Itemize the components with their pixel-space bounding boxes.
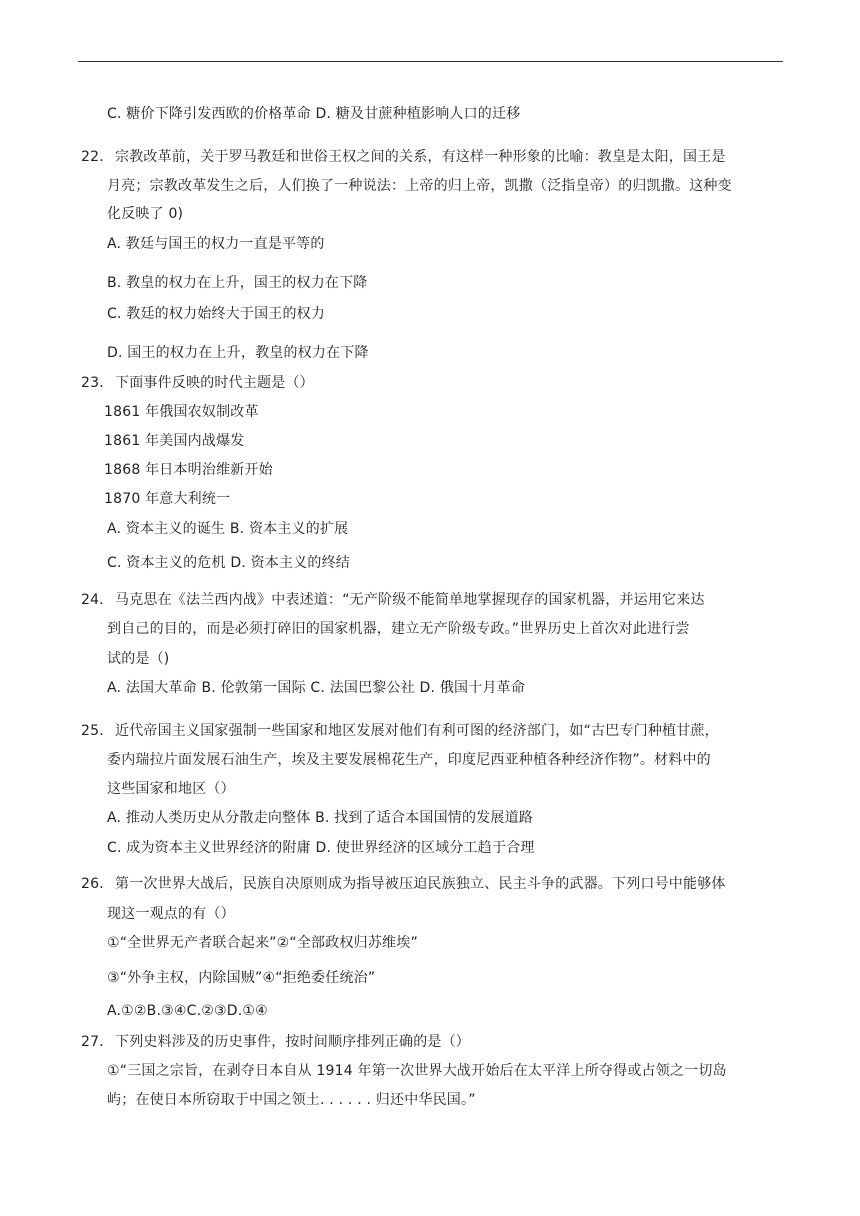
q22-number: 22． [81, 149, 114, 165]
q23-options-cd: C. 资本主义的危机 D. 资本主义的终结 [107, 555, 351, 571]
q24-options: A. 法国大革命 B. 伦敦第一国际 C. 法国巴黎公社 D. 俄国十月革命 [107, 680, 526, 696]
q23-number: 23． [81, 375, 114, 391]
q25-options-cd: C. 成为资本主义世界经济的附庸 D. 使世界经济的区域分工趋于合理 [107, 840, 535, 856]
q22-option-a: A. 教廷与国王的权力一直是平等的 [107, 236, 325, 252]
q23-event-3: 1868 年日本明治维新开始 [104, 462, 273, 478]
q22-option-d: D. 国王的权力在上升，教皇的权力在下降 [107, 345, 369, 361]
q26-slogans-3-4: ③“外争主权，内除国贼”④“拒绝委任统治” [107, 970, 376, 986]
q24-stem-line-1: 马克思在《法兰西内战》中表述道：“无产阶级不能简单地掌握现存的国家机器，并运用它来达 [115, 592, 705, 608]
q26-stem-line-2: 现这一观点的有（） [107, 906, 235, 922]
q22-stem-line-2: 月亮；宗教改革发生之后，人们换了一种说法：上帝的归上帝，凯撒（泛指皇帝）的归凯撒。这种变 [107, 178, 732, 194]
q27-source-1-line-1: ①“三国之宗旨，在剥夺日本自从 1914 年第一次世界大战开始后在太平洋上所夺得或占领之一切岛 [107, 1063, 727, 1079]
q21-options-cd: C. 糖价下降引发西欧的价格革命 D. 糖及甘蔗种植影响人口的迁移 [107, 106, 521, 122]
q26-number: 26． [81, 876, 114, 892]
q22-stem-line-3: 化反映了 0) [107, 206, 184, 222]
q27-stem: 下列史料涉及的历史事件，按时间顺序排列正确的是（） [115, 1034, 470, 1050]
q23-event-2: 1861 年美国内战爆发 [104, 433, 245, 449]
q26-slogans-1-2: ①“全世界无产者联合起来”②“全部政权归苏维埃” [107, 935, 418, 951]
q26-options: A.①②B.③④C.②③D.①④ [107, 1003, 268, 1019]
q24-stem-line-2: 到自己的目的，而是必须打碎旧的国家机器，建立无产阶级专政。”世界历史上首次对此进行尝 [107, 621, 690, 637]
q23-options-ab: A. 资本主义的诞生 B. 资本主义的扩展 [107, 521, 349, 537]
q25-stem-line-3: 这些国家和地区（） [107, 781, 235, 797]
header-rule [78, 61, 783, 62]
q24-stem-line-3: 试的是（) [107, 651, 170, 667]
q22-option-c: C. 教廷的权力始终大于国王的权力 [107, 306, 326, 322]
q27-number: 27． [81, 1034, 114, 1050]
q22-stem-line-1: 宗教改革前，关于罗马教廷和世俗王权之间的关系，有这样一种形象的比喻：教皇是太阳，国王是 [115, 149, 726, 165]
q25-stem-line-2: 委内瑞拉片面发展石油生产，埃及主要发展棉花生产，印度尼西亚种植各种经济作物”。材料中的 [107, 752, 711, 768]
q27-source-1-line-2: 屿；在使日本所窃取于中国之领土. . . . . . 归还中华民国。” [107, 1092, 476, 1108]
q23-event-4: 1870 年意大利统一 [104, 491, 231, 507]
q25-number: 25． [81, 723, 114, 739]
q22-option-b: B. 教皇的权力在上升，国王的权力在下降 [107, 275, 368, 291]
q25-stem-line-1: 近代帝国主义国家强制一些国家和地区发展对他们有利可图的经济部门，如“古巴专门种植甘蔗， [115, 723, 719, 739]
q23-event-1: 1861 年俄国农奴制改革 [104, 404, 259, 420]
q25-options-ab: A. 推动人类历史从分散走向整体 B. 找到了适合本国国情的发展道路 [107, 810, 533, 826]
q26-stem-line-1: 第一次世界大战后，民族自决原则成为指导被压迫民族独立、民主斗争的武器。下列口号中能够体 [115, 876, 726, 892]
q23-stem: 下面事件反映的时代主题是（） [115, 375, 314, 391]
q24-number: 24． [81, 592, 114, 608]
